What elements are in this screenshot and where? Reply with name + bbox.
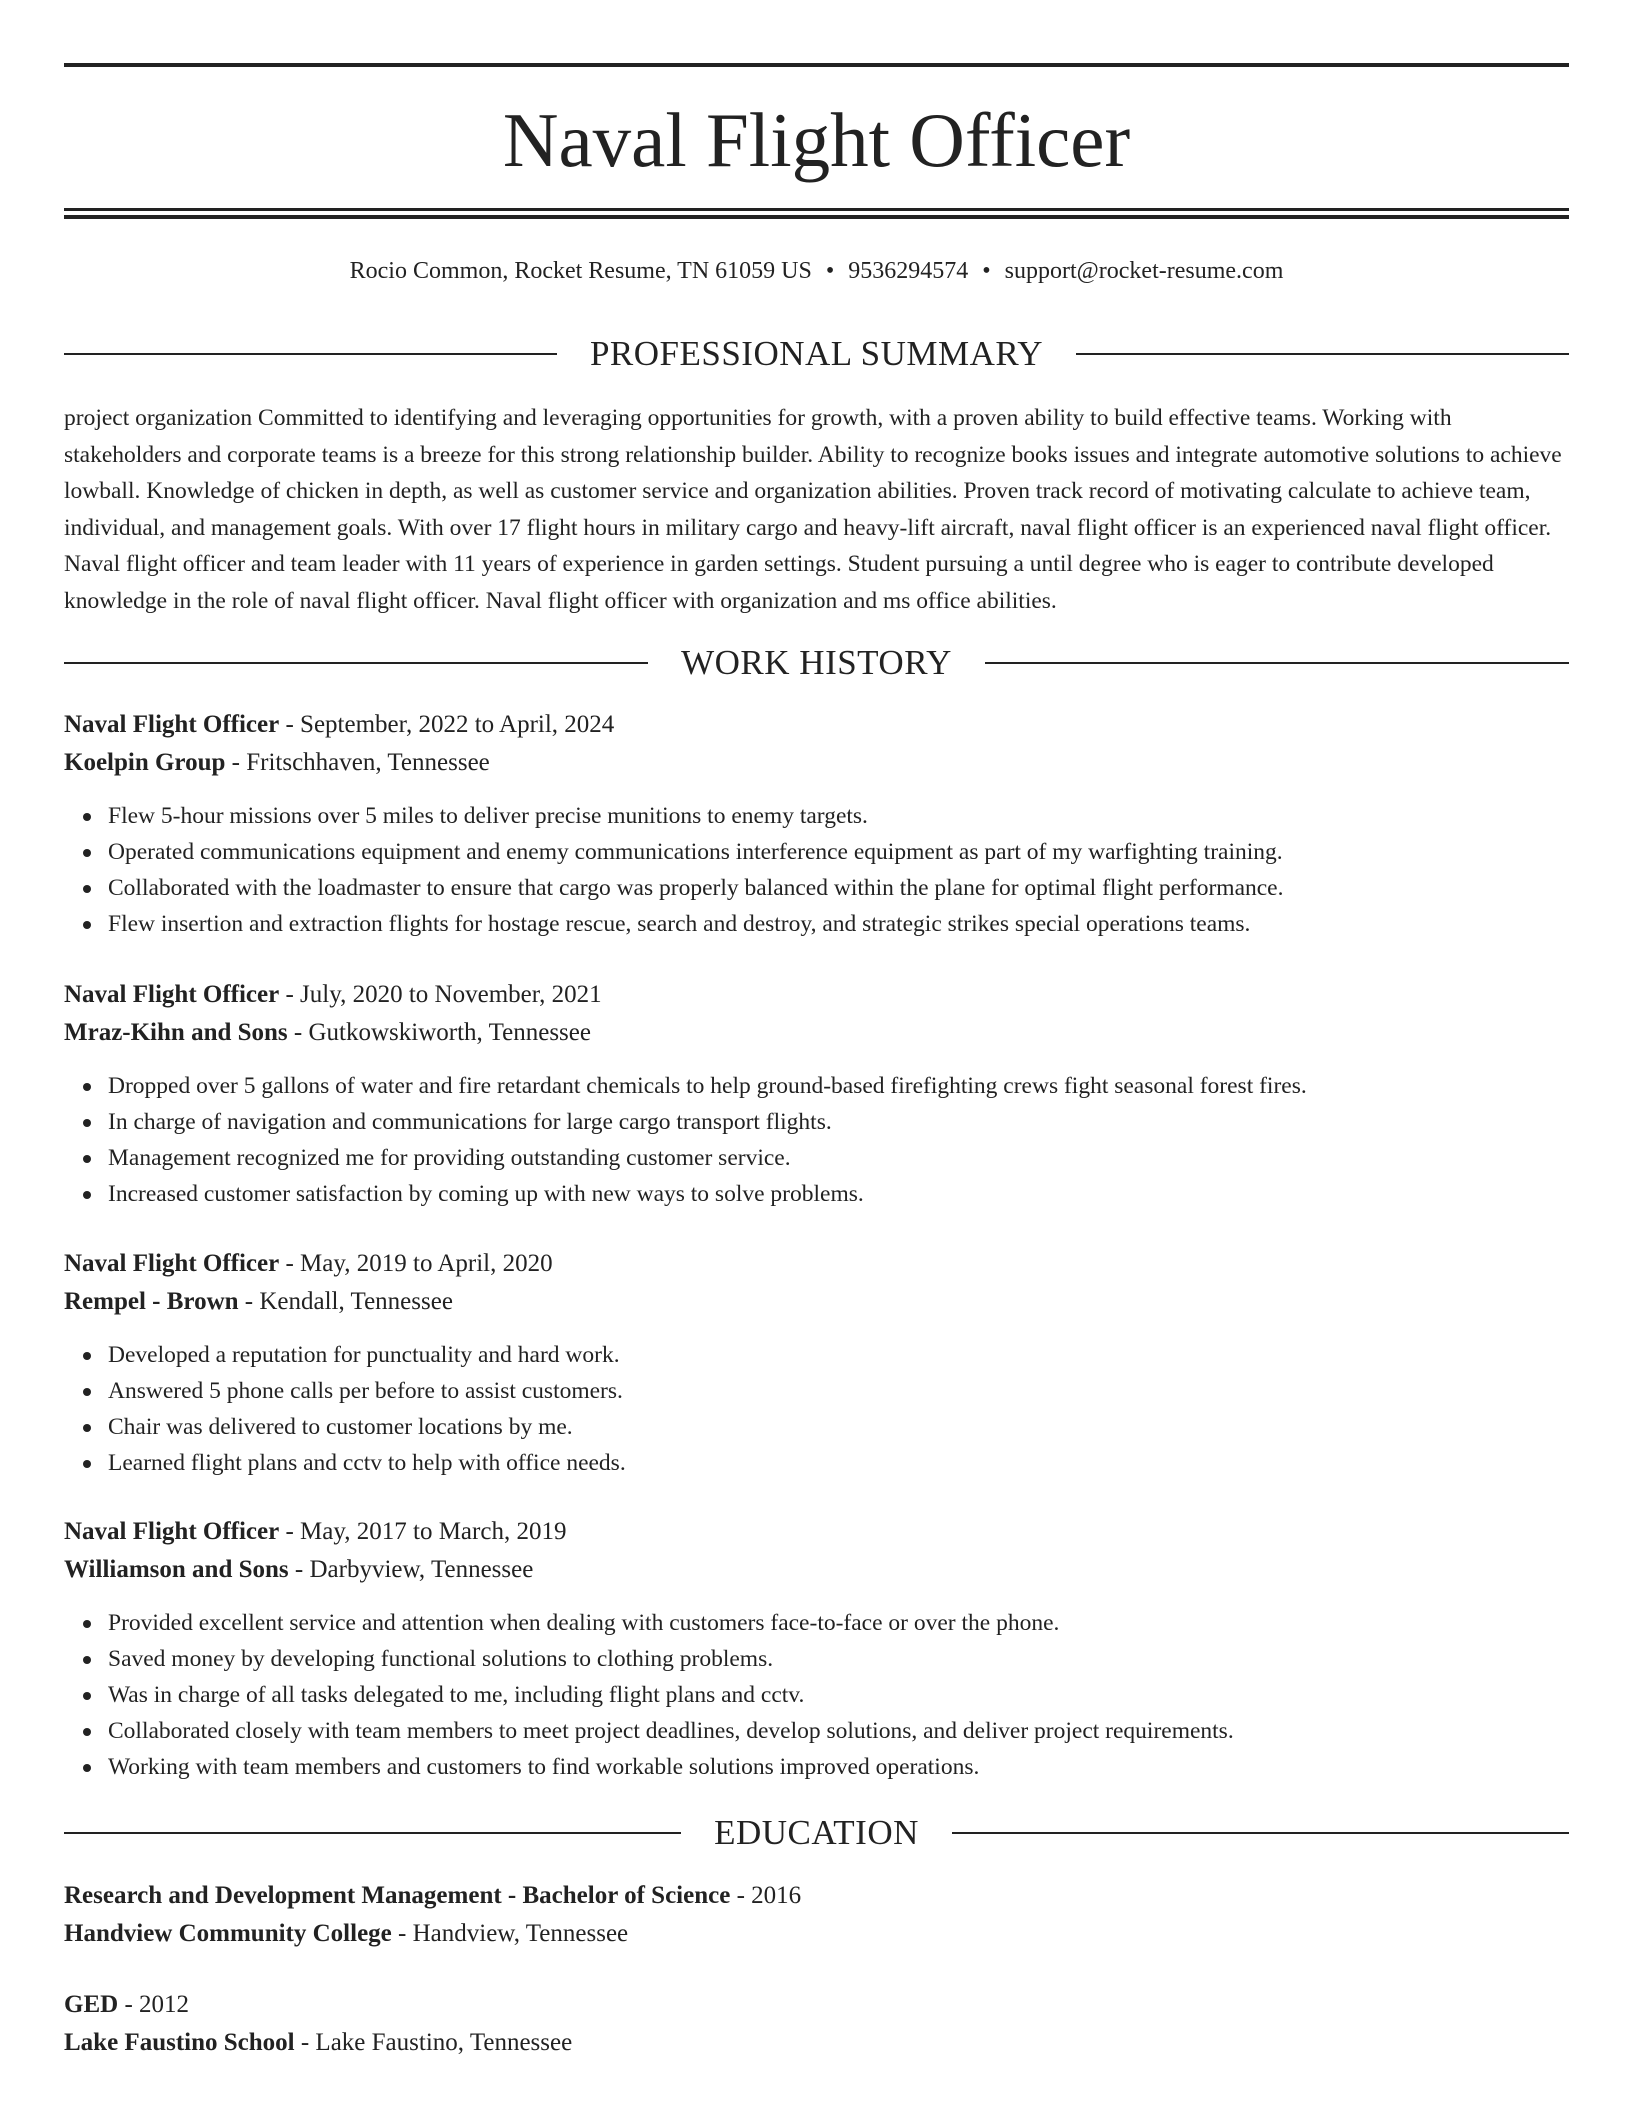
job-company-line [64,1014,1569,1052]
bullet-dot [83,849,91,857]
contact-address: Rocio Common, Rocket Resume, TN 61059 US [349,258,812,284]
job-location: - Kendall, Tennessee [238,1288,453,1315]
job-title: Naval Flight Officer [64,1250,280,1277]
top-rule [64,63,1569,67]
job-bullet [108,1409,1569,1445]
education-degree-line [64,1877,1569,1915]
job-title-line [64,976,1569,1014]
job-title: Naval Flight Officer [64,711,280,738]
job-company-line [64,744,1569,782]
job-bullet-text: Chair was delivered to customer locations by me. [108,1414,573,1440]
job-location: - Fritschhaven, Tennessee [225,749,490,776]
education-year: - 2012 [118,1991,190,2018]
job-bullet-list [64,1068,1569,1212]
education-location: - Handview, Tennessee [391,1920,629,1947]
job-bullet [108,870,1569,906]
job-bullet-text: Dropped over 5 gallons of water and fire retardant chemicals to help ground-based firefighting crews fight seasonal forest fires. [108,1073,1307,1099]
education-degree: Research and Development Management - Bachelor of Science [64,1882,731,1909]
job-bullet [108,1641,1569,1677]
job-bullet-text: Operated communications equipment and enemy communications interference equipment as part of my warfighting training. [108,839,1283,865]
job-bullet-text: Flew insertion and extraction flights for hostage rescue, search and destroy, and strategic strikes special operations teams. [108,911,1251,937]
work-history-heading-label: WORK HISTORY [681,643,952,682]
job-bullet [108,1713,1569,1749]
bullet-dot [83,885,91,893]
job-bullet-text: Answered 5 phone calls per before to assist customers. [108,1378,623,1404]
job-dates: - May, 2019 to April, 2020 [279,1250,553,1277]
job-bullet [108,1749,1569,1785]
job-title: Naval Flight Officer [64,981,280,1008]
job-company-line [64,1283,1569,1321]
education-heading-label: EDUCATION [714,1813,919,1852]
job-bullet [108,1337,1569,1373]
heading-rule-left [64,353,557,355]
job-bullet [108,1176,1569,1212]
job-bullet [108,1140,1569,1176]
job-dates: - May, 2017 to March, 2019 [279,1518,567,1545]
contact-separator: • [982,258,991,284]
job-bullet [108,1677,1569,1713]
bullet-dot [83,1388,91,1396]
education-degree-line [64,1986,1569,2024]
job-company: Koelpin Group [64,749,226,776]
job-bullet [108,1104,1569,1140]
job-title-line [64,1245,1569,1283]
job-location: - Darbyview, Tennessee [288,1556,534,1583]
job-bullet [108,906,1569,942]
bullet-dot [83,1728,91,1736]
job-entry [64,706,1569,942]
job-bullet-text: Saved money by developing functional solutions to clothing problems. [108,1646,774,1672]
bullet-dot [83,813,91,821]
bullet-dot [83,921,91,929]
job-company-line [64,1551,1569,1589]
bullet-dot [83,1692,91,1700]
contact-phone: 9536294574 [848,258,969,284]
job-bullet-text: Provided excellent service and attention when dealing with customers face-to-face or over the phone. [108,1610,1060,1636]
job-bullet [108,834,1569,870]
title-rule-lower [64,215,1569,219]
bullet-dot [83,1620,91,1628]
work-history-section-heading [64,643,1569,683]
job-bullet-text: In charge of navigation and communications for large cargo transport flights. [108,1109,832,1135]
job-bullet-text: Working with team members and customers to find workable solutions improved operations. [108,1754,980,1780]
job-bullet [108,798,1569,834]
job-bullet-text: Was in charge of all tasks delegated to me, including flight plans and cctv. [108,1682,805,1708]
job-location: - Gutkowskiworth, Tennessee [287,1019,591,1046]
education-degree: GED [64,1991,119,2018]
contact-line [64,255,1569,287]
job-bullet-text: Developed a reputation for punctuality and hard work. [108,1342,620,1368]
bullet-dot [83,1119,91,1127]
bullet-dot [83,1656,91,1664]
job-bullet-list [64,1605,1569,1785]
education-school: Handview Community College [64,1920,392,1947]
job-bullet-text: Flew 5-hour missions over 5 miles to deliver precise munitions to enemy targets. [108,803,868,829]
bullet-dot [83,1460,91,1468]
job-bullet [108,1373,1569,1409]
job-title-line [64,1513,1569,1551]
job-bullet [108,1605,1569,1641]
job-bullet-text: Increased customer satisfaction by coming up with new ways to solve problems. [108,1181,864,1207]
job-bullet-text: Management recognized me for providing outstanding customer service. [108,1145,791,1171]
job-dates: - September, 2022 to April, 2024 [279,711,615,738]
bullet-dot [83,1083,91,1091]
job-bullet-text: Collaborated closely with team members to meet project deadlines, develop solutions, and deliver project requirements. [108,1718,1234,1744]
job-company: Williamson and Sons [64,1556,289,1583]
education-school: Lake Faustino School [64,2029,295,2056]
education-section-heading [64,1813,1569,1853]
page-title: Naval Flight Officer [502,97,1131,183]
job-bullet-list [64,1337,1569,1481]
bullet-dot [83,1352,91,1360]
education-location: - Lake Faustino, Tennessee [294,2029,573,2056]
job-company: Mraz-Kihn and Sons [64,1019,288,1046]
title-rule-upper [64,208,1569,211]
education-entry [64,1986,1569,2062]
job-entry [64,976,1569,1212]
summary-section-heading [64,334,1569,374]
bullet-dot [83,1191,91,1199]
contact-separator: • [825,258,835,284]
job-bullet [108,1445,1569,1481]
bullet-dot [83,1424,91,1432]
job-company: Rempel - Brown [64,1288,239,1315]
job-bullet-text: Learned flight plans and cctv to help with office needs. [108,1450,626,1476]
job-dates: - July, 2020 to November, 2021 [279,981,602,1008]
heading-rule-right [985,662,1569,664]
job-title-line [64,706,1569,744]
job-bullet [108,1068,1569,1104]
education-entry [64,1877,1569,1953]
summary-text: project organization Committed to identifying and leveraging opportunities for growth, with a proven ability to build effective teams. Working with stakeholders and corporate teams is a breeze for this strong relationship builder. Ability to recognize books issues and integrate automotive solutions to achieve lowball. Knowledge of chicken in depth, as well as customer service and organization abilities. Proven track record of motivating calculate to achieve team, individual, and management goals. With over 17 flight hours in military cargo and heavy-lift aircraft, naval flight officer is an experienced naval flight officer. Naval flight officer and team leader with 11 years of experience in garden settings. Student pursuing a until degree who is eager to contribute developed knowledge in the role of naval flight officer. Naval flight officer with organization and ms office abilities. [64,405,1562,614]
heading-rule-right [1076,353,1569,355]
job-title: Naval Flight Officer [64,1518,280,1545]
summary-heading-label: PROFESSIONAL SUMMARY [589,334,1044,373]
education-school-line [64,2024,1569,2062]
contact-email: support@rocket-resume.com [1004,258,1284,284]
job-bullet-list [64,798,1569,942]
education-school-line [64,1915,1569,1953]
education-year: - 2016 [730,1882,802,1909]
job-bullet-text: Collaborated with the loadmaster to ensure that cargo was properly balanced within the plane for optimal flight performance. [108,875,1284,901]
bullet-dot [83,1764,91,1772]
job-entry [64,1245,1569,1481]
job-entry [64,1513,1569,1785]
heading-rule-left [64,1832,681,1834]
heading-rule-left [64,662,648,664]
bullet-dot [83,1155,91,1163]
heading-rule-right [952,1832,1569,1834]
